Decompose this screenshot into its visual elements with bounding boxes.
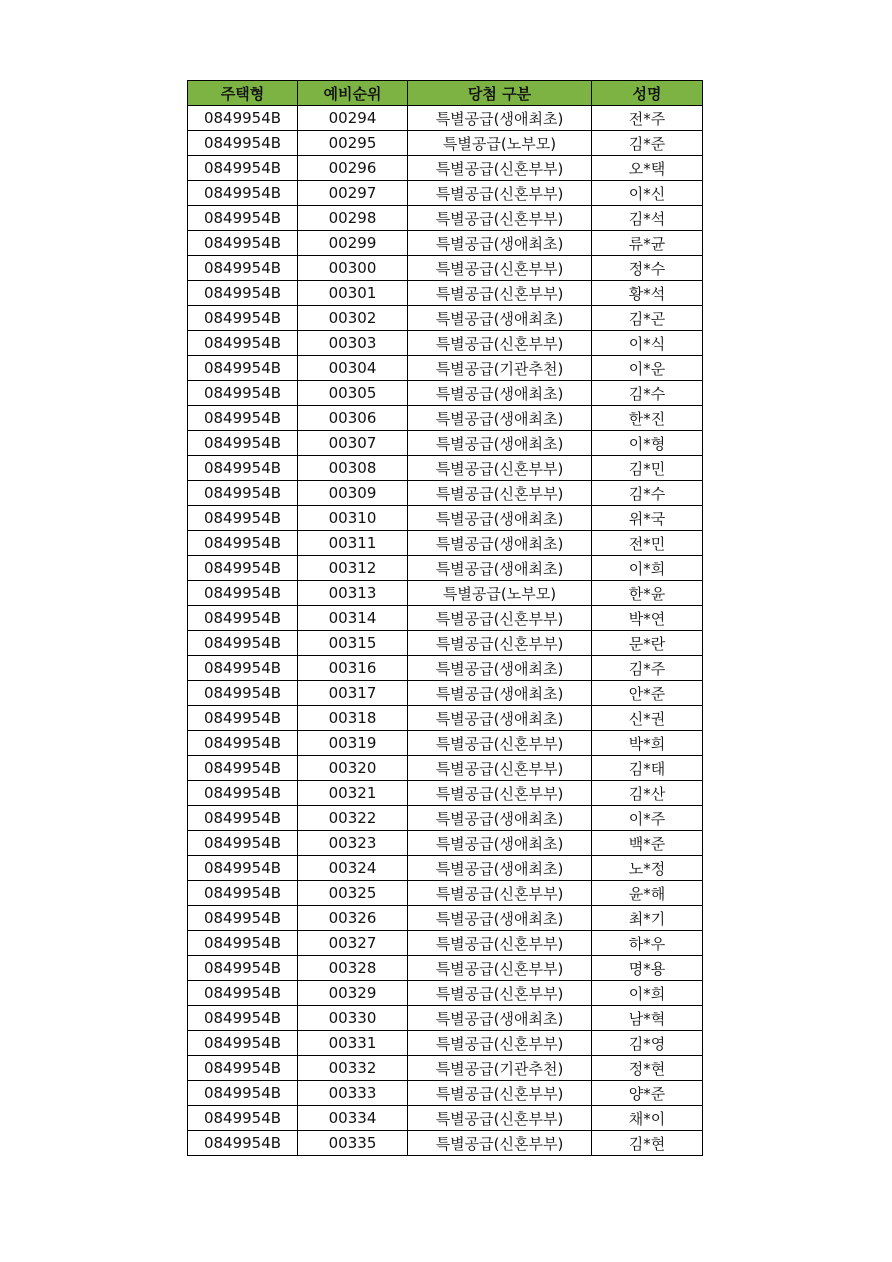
cell-name: 양*준	[592, 1081, 703, 1106]
cell-name: 김*수	[592, 481, 703, 506]
table-row	[188, 631, 703, 656]
cell-winning-category: 특별공급(신혼부부)	[408, 606, 592, 631]
cell-reserve-rank: 00312	[298, 556, 408, 581]
cell-housing-type: 0849954B	[188, 756, 298, 781]
cell-housing-type: 0849954B	[188, 831, 298, 856]
cell-name: 최*기	[592, 906, 703, 931]
cell-winning-category: 특별공급(생애최초)	[408, 831, 592, 856]
table-row	[188, 181, 703, 206]
cell-winning-category: 특별공급(생애최초)	[408, 906, 592, 931]
cell-winning-category: 특별공급(생애최초)	[408, 106, 592, 131]
cell-winning-category: 특별공급(신혼부부)	[408, 331, 592, 356]
cell-name: 안*준	[592, 681, 703, 706]
cell-winning-category: 특별공급(신혼부부)	[408, 781, 592, 806]
cell-winning-category: 특별공급(생애최초)	[408, 1006, 592, 1031]
cell-name: 박*연	[592, 606, 703, 631]
cell-name: 한*윤	[592, 581, 703, 606]
table-row	[188, 906, 703, 931]
cell-name: 이*운	[592, 356, 703, 381]
cell-winning-category: 특별공급(신혼부부)	[408, 156, 592, 181]
cell-housing-type: 0849954B	[188, 181, 298, 206]
cell-reserve-rank: 00298	[298, 206, 408, 231]
cell-reserve-rank: 00296	[298, 156, 408, 181]
cell-housing-type: 0849954B	[188, 781, 298, 806]
cell-name: 백*준	[592, 831, 703, 856]
cell-winning-category: 특별공급(신혼부부)	[408, 731, 592, 756]
cell-housing-type: 0849954B	[188, 506, 298, 531]
cell-housing-type: 0849954B	[188, 731, 298, 756]
cell-winning-category: 특별공급(기관추천)	[408, 356, 592, 381]
table-body	[188, 106, 703, 1156]
cell-housing-type: 0849954B	[188, 631, 298, 656]
cell-winning-category: 특별공급(신혼부부)	[408, 631, 592, 656]
cell-winning-category: 특별공급(노부모)	[408, 131, 592, 156]
cell-winning-category: 특별공급(생애최초)	[408, 306, 592, 331]
table-row	[188, 481, 703, 506]
cell-reserve-rank: 00321	[298, 781, 408, 806]
cell-housing-type: 0849954B	[188, 931, 298, 956]
cell-reserve-rank: 00313	[298, 581, 408, 606]
cell-name: 윤*해	[592, 881, 703, 906]
table-row	[188, 581, 703, 606]
header-housing-type: 주택형	[188, 81, 298, 106]
cell-housing-type: 0849954B	[188, 381, 298, 406]
cell-winning-category: 특별공급(생애최초)	[408, 681, 592, 706]
cell-reserve-rank: 00311	[298, 531, 408, 556]
table-row	[188, 806, 703, 831]
cell-reserve-rank: 00299	[298, 231, 408, 256]
cell-reserve-rank: 00295	[298, 131, 408, 156]
table-row	[188, 131, 703, 156]
cell-reserve-rank: 00330	[298, 1006, 408, 1031]
cell-reserve-rank: 00320	[298, 756, 408, 781]
cell-reserve-rank: 00307	[298, 431, 408, 456]
winners-table	[187, 80, 703, 1156]
cell-housing-type: 0849954B	[188, 981, 298, 1006]
table-row	[188, 556, 703, 581]
cell-winning-category: 특별공급(기관추천)	[408, 1056, 592, 1081]
cell-reserve-rank: 00308	[298, 456, 408, 481]
cell-name: 김*현	[592, 1131, 703, 1156]
cell-reserve-rank: 00306	[298, 406, 408, 431]
cell-housing-type: 0849954B	[188, 1081, 298, 1106]
cell-name: 김*영	[592, 1031, 703, 1056]
cell-reserve-rank: 00294	[298, 106, 408, 131]
table-row	[188, 931, 703, 956]
cell-reserve-rank: 00305	[298, 381, 408, 406]
cell-name: 신*권	[592, 706, 703, 731]
cell-winning-category: 특별공급(생애최초)	[408, 531, 592, 556]
table-row	[188, 206, 703, 231]
cell-reserve-rank: 00303	[298, 331, 408, 356]
cell-name: 정*수	[592, 256, 703, 281]
cell-housing-type: 0849954B	[188, 581, 298, 606]
cell-housing-type: 0849954B	[188, 956, 298, 981]
header-row	[188, 81, 703, 106]
cell-reserve-rank: 00318	[298, 706, 408, 731]
cell-name: 채*이	[592, 1106, 703, 1131]
table-row	[188, 781, 703, 806]
table-row	[188, 531, 703, 556]
cell-reserve-rank: 00324	[298, 856, 408, 881]
table-row	[188, 681, 703, 706]
cell-reserve-rank: 00325	[298, 881, 408, 906]
cell-reserve-rank: 00328	[298, 956, 408, 981]
cell-name: 노*정	[592, 856, 703, 881]
cell-reserve-rank: 00319	[298, 731, 408, 756]
table-row	[188, 456, 703, 481]
cell-name: 이*신	[592, 181, 703, 206]
table-row	[188, 831, 703, 856]
cell-winning-category: 특별공급(생애최초)	[408, 431, 592, 456]
table-row	[188, 756, 703, 781]
cell-winning-category: 특별공급(신혼부부)	[408, 281, 592, 306]
cell-name: 정*현	[592, 1056, 703, 1081]
table-row	[188, 381, 703, 406]
cell-housing-type: 0849954B	[188, 806, 298, 831]
table-row	[188, 1106, 703, 1131]
cell-name: 김*곤	[592, 306, 703, 331]
cell-reserve-rank: 00333	[298, 1081, 408, 1106]
cell-housing-type: 0849954B	[188, 131, 298, 156]
cell-winning-category: 특별공급(신혼부부)	[408, 481, 592, 506]
cell-winning-category: 특별공급(생애최초)	[408, 856, 592, 881]
cell-winning-category: 특별공급(신혼부부)	[408, 1106, 592, 1131]
cell-name: 전*민	[592, 531, 703, 556]
table-row	[188, 506, 703, 531]
table-row	[188, 706, 703, 731]
table-row	[188, 1006, 703, 1031]
table-row	[188, 106, 703, 131]
cell-name: 이*희	[592, 981, 703, 1006]
cell-reserve-rank: 00326	[298, 906, 408, 931]
cell-reserve-rank: 00331	[298, 1031, 408, 1056]
cell-housing-type: 0849954B	[188, 556, 298, 581]
table-row	[188, 306, 703, 331]
cell-winning-category: 특별공급(생애최초)	[408, 706, 592, 731]
cell-reserve-rank: 00309	[298, 481, 408, 506]
cell-name: 김*준	[592, 131, 703, 156]
cell-winning-category: 특별공급(생애최초)	[408, 506, 592, 531]
cell-reserve-rank: 00316	[298, 656, 408, 681]
cell-housing-type: 0849954B	[188, 356, 298, 381]
cell-reserve-rank: 00302	[298, 306, 408, 331]
cell-winning-category: 특별공급(신혼부부)	[408, 1081, 592, 1106]
cell-winning-category: 특별공급(생애최초)	[408, 381, 592, 406]
table-row	[188, 856, 703, 881]
cell-housing-type: 0849954B	[188, 1056, 298, 1081]
cell-reserve-rank: 00304	[298, 356, 408, 381]
cell-winning-category: 특별공급(신혼부부)	[408, 956, 592, 981]
cell-housing-type: 0849954B	[188, 431, 298, 456]
cell-reserve-rank: 00322	[298, 806, 408, 831]
cell-housing-type: 0849954B	[188, 1131, 298, 1156]
header-name: 성명	[592, 81, 703, 106]
cell-winning-category: 특별공급(생애최초)	[408, 656, 592, 681]
cell-winning-category: 특별공급(신혼부부)	[408, 181, 592, 206]
cell-housing-type: 0849954B	[188, 656, 298, 681]
cell-reserve-rank: 00334	[298, 1106, 408, 1131]
cell-winning-category: 특별공급(생애최초)	[408, 231, 592, 256]
cell-reserve-rank: 00310	[298, 506, 408, 531]
cell-name: 황*석	[592, 281, 703, 306]
cell-name: 이*주	[592, 806, 703, 831]
cell-housing-type: 0849954B	[188, 1106, 298, 1131]
cell-name: 문*란	[592, 631, 703, 656]
table-row	[188, 406, 703, 431]
cell-name: 남*혁	[592, 1006, 703, 1031]
table-row	[188, 881, 703, 906]
cell-housing-type: 0849954B	[188, 406, 298, 431]
cell-winning-category: 특별공급(신혼부부)	[408, 1031, 592, 1056]
cell-name: 위*국	[592, 506, 703, 531]
cell-reserve-rank: 00300	[298, 256, 408, 281]
cell-reserve-rank: 00327	[298, 931, 408, 956]
cell-winning-category: 특별공급(신혼부부)	[408, 206, 592, 231]
cell-winning-category: 특별공급(신혼부부)	[408, 1131, 592, 1156]
cell-housing-type: 0849954B	[188, 881, 298, 906]
cell-reserve-rank: 00329	[298, 981, 408, 1006]
cell-winning-category: 특별공급(신혼부부)	[408, 981, 592, 1006]
cell-name: 김*석	[592, 206, 703, 231]
cell-housing-type: 0849954B	[188, 306, 298, 331]
cell-name: 김*산	[592, 781, 703, 806]
cell-housing-type: 0849954B	[188, 856, 298, 881]
cell-winning-category: 특별공급(신혼부부)	[408, 931, 592, 956]
cell-winning-category: 특별공급(신혼부부)	[408, 756, 592, 781]
cell-housing-type: 0849954B	[188, 1031, 298, 1056]
cell-winning-category: 특별공급(노부모)	[408, 581, 592, 606]
cell-name: 박*희	[592, 731, 703, 756]
cell-housing-type: 0849954B	[188, 331, 298, 356]
cell-housing-type: 0849954B	[188, 231, 298, 256]
cell-housing-type: 0849954B	[188, 206, 298, 231]
cell-name: 명*용	[592, 956, 703, 981]
table-row	[188, 356, 703, 381]
cell-name: 이*식	[592, 331, 703, 356]
cell-housing-type: 0849954B	[188, 281, 298, 306]
cell-reserve-rank: 00323	[298, 831, 408, 856]
cell-winning-category: 특별공급(신혼부부)	[408, 256, 592, 281]
table-row	[188, 731, 703, 756]
cell-winning-category: 특별공급(생애최초)	[408, 806, 592, 831]
header-reserve-rank: 예비순위	[298, 81, 408, 106]
cell-name: 전*주	[592, 106, 703, 131]
cell-name: 하*우	[592, 931, 703, 956]
cell-housing-type: 0849954B	[188, 156, 298, 181]
cell-reserve-rank: 00297	[298, 181, 408, 206]
cell-reserve-rank: 00301	[298, 281, 408, 306]
cell-reserve-rank: 00317	[298, 681, 408, 706]
table-row	[188, 956, 703, 981]
cell-winning-category: 특별공급(신혼부부)	[408, 456, 592, 481]
table-row	[188, 281, 703, 306]
cell-name: 김*수	[592, 381, 703, 406]
cell-name: 김*민	[592, 456, 703, 481]
cell-name: 한*진	[592, 406, 703, 431]
table-row	[188, 1131, 703, 1156]
cell-housing-type: 0849954B	[188, 681, 298, 706]
table-row	[188, 1031, 703, 1056]
cell-name: 오*택	[592, 156, 703, 181]
table-row	[188, 1081, 703, 1106]
cell-housing-type: 0849954B	[188, 706, 298, 731]
cell-winning-category: 특별공급(생애최초)	[408, 406, 592, 431]
table-row	[188, 656, 703, 681]
cell-name: 김*태	[592, 756, 703, 781]
cell-housing-type: 0849954B	[188, 906, 298, 931]
table-row	[188, 231, 703, 256]
table-row	[188, 1056, 703, 1081]
cell-name: 류*균	[592, 231, 703, 256]
cell-winning-category: 특별공급(신혼부부)	[408, 881, 592, 906]
cell-housing-type: 0849954B	[188, 481, 298, 506]
table-row	[188, 256, 703, 281]
cell-name: 김*주	[592, 656, 703, 681]
header-winning-category: 당첨 구분	[408, 81, 592, 106]
cell-housing-type: 0849954B	[188, 256, 298, 281]
table-header	[188, 81, 703, 106]
cell-name: 이*형	[592, 431, 703, 456]
table-row	[188, 431, 703, 456]
cell-reserve-rank: 00332	[298, 1056, 408, 1081]
table-row	[188, 331, 703, 356]
cell-housing-type: 0849954B	[188, 1006, 298, 1031]
cell-reserve-rank: 00335	[298, 1131, 408, 1156]
cell-reserve-rank: 00315	[298, 631, 408, 656]
table-row	[188, 981, 703, 1006]
cell-housing-type: 0849954B	[188, 606, 298, 631]
cell-housing-type: 0849954B	[188, 106, 298, 131]
cell-housing-type: 0849954B	[188, 531, 298, 556]
cell-reserve-rank: 00314	[298, 606, 408, 631]
cell-name: 이*희	[592, 556, 703, 581]
table-row	[188, 156, 703, 181]
cell-winning-category: 특별공급(생애최초)	[408, 556, 592, 581]
cell-housing-type: 0849954B	[188, 456, 298, 481]
table-row	[188, 606, 703, 631]
